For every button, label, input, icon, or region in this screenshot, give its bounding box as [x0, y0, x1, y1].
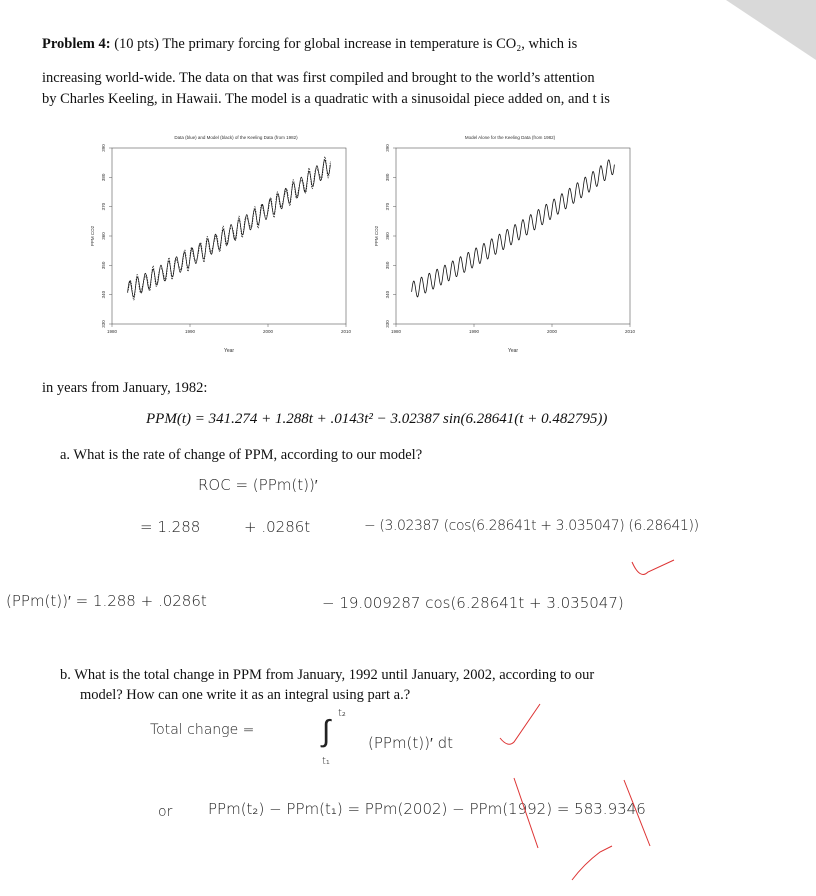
- problem-line2: increasing world-wide. The data on that was first compiled and brought to the world’s attention: [42, 70, 595, 86]
- y-tick-label: 340: [385, 290, 390, 299]
- or-label: or: [158, 804, 173, 820]
- x-tick-label: 2010: [624, 329, 636, 334]
- y-tick-label: 340: [101, 290, 106, 299]
- grader-check-mark: [572, 846, 612, 880]
- problem-line3: by Charles Keeling, in Hawaii. The model is a quadratic with a sinusoidal piece added on, and t is: [42, 91, 610, 107]
- total-change-label: Total change =: [150, 722, 255, 738]
- x-tick-label: 2000: [546, 329, 558, 334]
- y-tick-label: 390: [385, 144, 390, 152]
- grader-strike-mark: [514, 778, 538, 848]
- derivative-term1: = 1.288: [140, 518, 201, 536]
- y-tick-label: 380: [385, 173, 390, 182]
- x-tick-label: 1980: [390, 329, 402, 334]
- roc-line: ROC = (PPm(t))′: [198, 476, 318, 494]
- problem-line4: in years from January, 1982:: [42, 380, 208, 396]
- integral-sign: ∫: [322, 714, 331, 749]
- derivative-result-left: (PPm(t))′ = 1.288 + .0286t: [6, 592, 207, 610]
- problem-line1: The primary forcing for global increase in temperature is CO₂, which is: [162, 36, 578, 52]
- x-tick-label: 1990: [468, 329, 480, 334]
- integral-upper-limit: t₂: [338, 708, 346, 719]
- y-tick-label: 330: [385, 320, 390, 328]
- part-b-question1: b. What is the total change in PPM from January, 1992 until January, 2002, according to our: [60, 667, 595, 683]
- integral-lower-limit: t₁: [322, 756, 330, 767]
- final-answer: PPm(t₂) − PPm(t₁) = PPm(2002) − PPm(1992) = 583.9346: [208, 800, 646, 818]
- x-tick-label: 1980: [106, 329, 118, 334]
- y-tick-label: 350: [101, 261, 106, 270]
- x-tick-label: 2000: [262, 329, 274, 334]
- y-tick-label: 370: [101, 202, 106, 211]
- problem-heading: Problem 4:: [42, 36, 111, 52]
- chart-right-ylabel: PPM CO2: [374, 225, 379, 247]
- x-tick-label: 2010: [340, 329, 352, 334]
- derivative-term3: − (3.02387 (cos(6.28641t + 3.035047) (6.28641)): [364, 518, 699, 534]
- y-tick-label: 360: [385, 232, 390, 240]
- derivative-result-right: − 19.009287 cos(6.28641t + 3.035047): [322, 594, 624, 612]
- integrand: (PPm(t))′ dt: [368, 734, 453, 752]
- grader-check-mark: [632, 560, 674, 574]
- y-tick-label: 380: [101, 173, 106, 182]
- y-tick-label: 350: [385, 261, 390, 270]
- chart-right-title: Model Alone for the Keeling Data (from 1982): [464, 135, 556, 140]
- chart-left-ylabel: PPM CO2: [90, 225, 95, 247]
- problem-points: (10 pts): [114, 36, 159, 52]
- x-tick-label: 1990: [184, 329, 196, 334]
- y-tick-label: 370: [385, 202, 390, 211]
- model-equation: PPM(t) = 341.274 + 1.288t + .0143t² − 3.02387 sin(6.28641(t + 0.482795)): [146, 411, 608, 427]
- y-tick-label: 360: [101, 232, 106, 240]
- y-tick-label: 330: [101, 320, 106, 328]
- part-a-question: a. What is the rate of change of PPM, according to our model?: [60, 447, 423, 463]
- chart-left-title: Data (blue) and Model (black) of the Keeling Data (from 1982): [174, 135, 298, 140]
- grader-strike-mark: [624, 780, 650, 846]
- chart-left-xlabel: Year: [223, 348, 235, 354]
- chart-right-xlabel: Year: [507, 348, 519, 354]
- part-b-question2: model? How can one write it as an integral using part a.?: [80, 687, 411, 703]
- derivative-term2: + .0286t: [244, 518, 311, 536]
- y-tick-label: 390: [101, 144, 106, 152]
- grader-check-mark: [500, 704, 540, 744]
